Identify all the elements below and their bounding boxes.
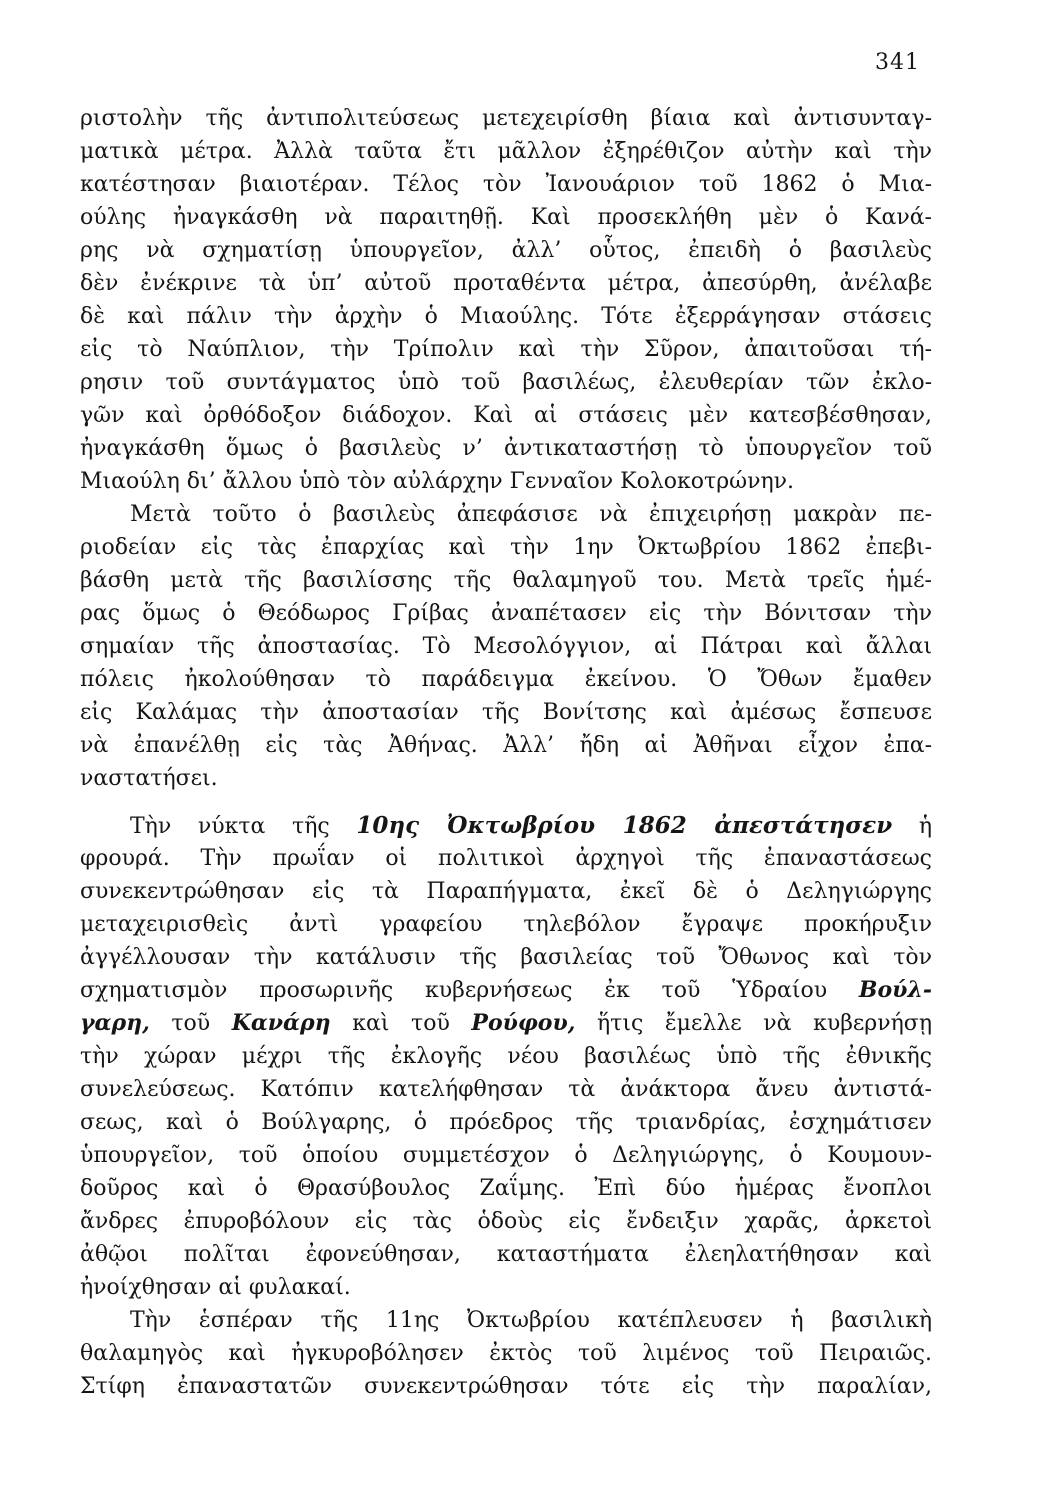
text-line: ματικὰ μέτρα. Ἀλλὰ ταῦτα ἔτι μᾶλλον ἐξηρέθιζον αὐτὴν καὶ τὴν [80, 139, 932, 164]
text-line: συνελεύσεως. Κατόπιν κατελήφθησαν τὰ ἀνάκτορα ἄνευ ἀντιστά- [80, 1077, 932, 1102]
text-line: ναστατήσει. [80, 766, 218, 791]
text-line: γῶν καὶ ὀρθόδοξον διάδοχον. Καὶ αἱ στάσεις μὲν κατεσβέσθησαν, [80, 403, 932, 428]
text-line [80, 1007, 932, 1040]
text-line: νὰ ἐπανέλθῃ εἰς τὰς Ἀθήνας. Ἀλλ’ ἤδη αἱ Ἀθῆναι εἶχον ἐπα- [80, 733, 932, 758]
text-line: μεταχειρισθεὶς ἀντὶ γραφείου τηλεβόλον ἔγραψε προκήρυξιν [80, 912, 932, 937]
text-line: φρουρά. Τὴν πρωΐαν οἱ πολιτικοὶ ἀρχηγοὶ τῆς ἐπαναστάσεως [80, 846, 932, 871]
text-line: τὴν χώραν μέχρι τῆς ἐκλογῆς νέου βασιλέως ὑπὸ τῆς ἐθνικῆς [80, 1044, 932, 1069]
text-line: ούλης ἠναγκάσθη νὰ παραιτηθῇ. Καὶ προσεκλήθη μὲν ὁ Κανά- [80, 205, 932, 230]
emphasized-date: 10ης Ὀκτωβρίου 1862 ἀπεστάτησεν [356, 812, 893, 839]
page-number: 341 [875, 50, 920, 75]
text-line: πόλεις ἠκολούθησαν τὸ παράδειγμα ἐκείνου. Ὁ Ὄθων ἔμαθεν [80, 667, 932, 692]
text-line [80, 974, 932, 1007]
text-line: σημαίαν τῆς ἀποστασίας. Τὸ Μεσολόγγιον, αἱ Πάτραι καὶ ἄλλαι [80, 634, 932, 659]
text-line: κατέστησαν βιαιοτέραν. Τέλος τὸν Ἰανουάριον τοῦ 1862 ὁ Μια- [80, 172, 932, 197]
text-run: σχηματισμὸν προσωρινῆς κυβερνήσεως ἐκ τοῦ Ὑδραίου [80, 978, 859, 1003]
text-line: ριοδείαν εἰς τὰς ἐπαρχίας καὶ τὴν 1ην Ὀκτωβρίου 1862 ἐπεβι- [80, 535, 932, 560]
emphasized-name: Κανάρη [231, 1010, 331, 1036]
text-line: ἠναγκάσθη ὅμως ὁ βασιλεὺς ν’ ἀντικαταστήσῃ τὸ ὑπουργεῖον τοῦ [80, 436, 932, 461]
text-line: εἰς τὸ Ναύπλιον, τὴν Τρίπολιν καὶ τὴν Σῦρον, ἀπαιτοῦσαι τή- [80, 337, 932, 362]
text-line: ἀθῷοι πολῖται ἐφονεύθησαν, καταστήματα ἐλεηλατήθησαν καὶ [80, 1242, 932, 1267]
text-body [80, 102, 932, 1403]
text-line: βάσθη μετὰ τῆς βασιλίσσης τῆς θαλαμηγοῦ του. Μετὰ τρεῖς ἡμέ- [80, 568, 932, 593]
text-line: εἰς Καλάμας τὴν ἀποστασίαν τῆς Βονίτσης καὶ ἀμέσως ἔσπευσε [80, 700, 932, 725]
text-run: ἡ [892, 814, 932, 839]
text-run: τοῦ [149, 1011, 232, 1036]
text-line: ρησιν τοῦ συντάγματος ὑπὸ τοῦ βασιλέως, ἐλευθερίαν τῶν ἐκλο- [80, 370, 932, 395]
emphasized-name: γαρη, [80, 1010, 150, 1036]
text-line: ρας ὅμως ὁ Θεόδωρος Γρίβας ἀναπέτασεν εἰς τὴν Βόνιτσαν τὴν [80, 601, 932, 626]
text-run: Τὴν νύκτα τῆς [130, 814, 357, 839]
text-line: Μιαούλη δι’ ἄλλου ὑπὸ τὸν αὐλάρχην Γενναῖον Κολοκοτρώνην. [80, 469, 794, 494]
text-line: συνεκεντρώθησαν εἰς τὰ Παραπήγματα, ἐκεῖ δὲ ὁ Δεληγιώργης [80, 879, 932, 904]
text-line: δοῦρος καὶ ὁ Θρασύβουλος Ζαΐμης. Ἐπὶ δύο ἡμέρας ἔνοπλοι [80, 1176, 932, 1201]
text-line: ρης νὰ σχηματίσῃ ὑπουργεῖον, ἀλλ’ οὗτος, ἐπειδὴ ὁ βασιλεὺς [80, 238, 932, 263]
text-line: ἄνδρες ἐπυροβόλουν εἰς τὰς ὁδοὺς εἰς ἔνδειξιν χαρᾶς, ἀρκετοὶ [80, 1209, 932, 1234]
text-line: Στίφη ἐπαναστατῶν συνεκεντρώθησαν τότε εἰς τὴν παραλίαν, [80, 1374, 932, 1399]
text-line: ἠνοίχθησαν αἱ φυλακαί. [80, 1275, 351, 1300]
text-line: ριστολὴν τῆς ἀντιπολιτεύσεως μετεχειρίσθη βίαια καὶ ἀντισυνταγ- [80, 106, 932, 131]
emphasized-name: Βούλ- [858, 977, 932, 1003]
text-line: σεως, καὶ ὁ Βούλγαρης, ὁ πρόεδρος τῆς τριανδρίας, ἐσχημάτισεν [80, 1110, 932, 1135]
emphasized-name: Ρούφου, [471, 1010, 576, 1036]
text-line: δὲν ἐνέκρινε τὰ ὑπ’ αὐτοῦ προταθέντα μέτρα, ἀπεσύρθη, ἀνέλαβε [80, 271, 932, 296]
text-line: θαλαμηγὸς καὶ ἠγκυροβόλησεν ἐκτὸς τοῦ λιμένος τοῦ Πειραιῶς. [80, 1341, 932, 1366]
text-run: ἥτις ἔμελλε νὰ κυβερνήσῃ [575, 1011, 932, 1036]
text-line: ὑπουργεῖον, τοῦ ὁποίου συμμετέσχον ὁ Δεληγιώργης, ὁ Κουμουν- [80, 1143, 932, 1168]
text-line: Μετὰ τοῦτο ὁ βασιλεὺς ἀπεφάσισε νὰ ἐπιχειρήσῃ μακρὰν πε- [130, 502, 932, 527]
text-line: ἀγγέλλουσαν τὴν κατάλυσιν τῆς βασιλείας τοῦ Ὄθωνος καὶ τὸν [80, 945, 932, 970]
text-line: Τὴν ἑσπέραν τῆς 11ης Ὀκτωβρίου κατέπλευσεν ἡ βασιλικὴ [130, 1308, 932, 1333]
text-line [80, 809, 932, 842]
text-run: καὶ τοῦ [330, 1011, 472, 1036]
text-line: δὲ καὶ πάλιν τὴν ἀρχὴν ὁ Μιαούλης. Τότε ἐξερράγησαν στάσεις [80, 304, 932, 329]
